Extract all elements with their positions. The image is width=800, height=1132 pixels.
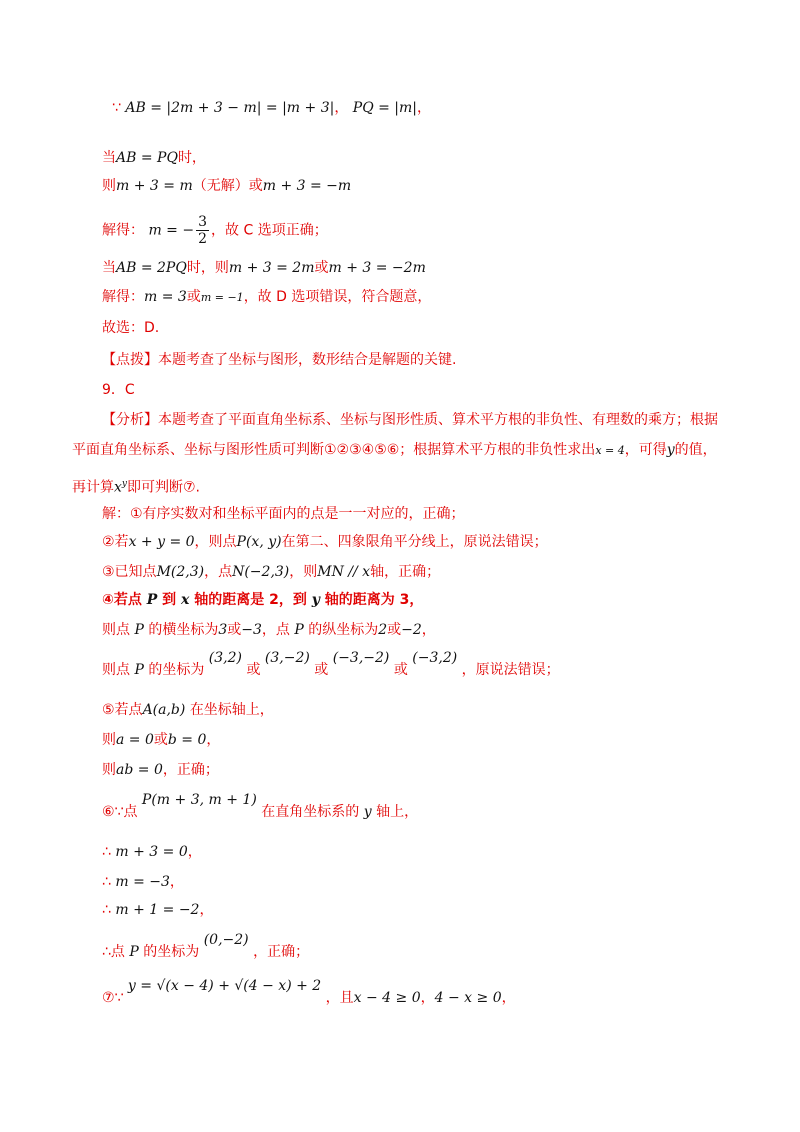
line-22: ⑥∵点 P(m + 3, m + 1) 在直角坐标系的 y 轴上， (102, 792, 419, 820)
line-4: 解得： m = − $\frac{3}{2}$ ，故 C 选项正确； (102, 214, 328, 247)
line-20: 则a = 0或b = 0， (102, 732, 221, 748)
line-27: ⑦∵ y = √(x − 4) + √(4 − x) + 2 ，且x − 4 ≥ 0，4 − x ≥ 0， (102, 978, 516, 1006)
line-17: 则点 P 的横坐标为3或−3，点 P 的纵坐标为2或−2， (102, 622, 436, 638)
line-25: ∴ m + 1 = −2， (102, 902, 214, 918)
line-23: ∴ m + 3 = 0， (102, 844, 202, 860)
line-7: 故选：D. (102, 320, 160, 336)
line-15: ③已知点M(2,3)，点N(−2,3)，则MN // x轴，正确； (102, 564, 441, 580)
line-2: 当AB = PQ时， (102, 150, 206, 166)
line-21: 则ab = 0，正确； (102, 762, 219, 778)
line-19: ⑤若点A(a,b) 在坐标轴上， (102, 702, 274, 718)
line-9: 9．C (102, 382, 135, 398)
line-12: 再计算$x^y$即可判断⑦. (72, 479, 201, 496)
line-3: 则m + 3 = m（无解）或m + 3 = −m (102, 178, 352, 194)
line-14: ②若x + y = 0，则点P(x, y)在第二、四象限角平分线上，原说法错误； (102, 534, 548, 550)
line-24: ∴ m = −3， (102, 874, 184, 890)
line-8: 【点拨】本题考查了坐标与图形，数形结合是解题的关键. (102, 352, 457, 368)
line-18: 则点 P 的坐标为 (3,2) 或 (3,−2) 或 (−3,−2) 或 (−3,2) ，原说法错误； (102, 650, 560, 678)
line-13: 解：①有序实数对和坐标平面内的点是一一对应的，正确； (102, 506, 465, 522)
line-5: 当AB = 2PQ时，则m + 3 = 2m或m + 3 = −2m (102, 260, 426, 276)
fraction: $\frac{3}{2}$ (198, 214, 208, 247)
line-26: ∴点 P 的坐标为 (0,−2) ，正确； (102, 932, 310, 960)
line-10: 【分析】本题考查了平面直角坐标系、坐标与图形性质、算术平方根的非负性、有理数的乘方；根据 (102, 412, 718, 428)
line-6: 解得：m = 3或m = −1，故 D 选项错误，符合题意， (102, 289, 432, 305)
line-16: ④若点 P 到 x 轴的距离是 2，到 y 轴的距离为 3， (102, 592, 424, 608)
line-11: 平面直角坐标系、坐标与图形性质可判断①②③④⑤⑥；根据算术平方根的非负性求出x = 4，可得y的值， (72, 442, 717, 458)
line-1: ∵ AB = |2m + 3 − m| = |m + 3|， PQ = |m|， (112, 100, 432, 116)
